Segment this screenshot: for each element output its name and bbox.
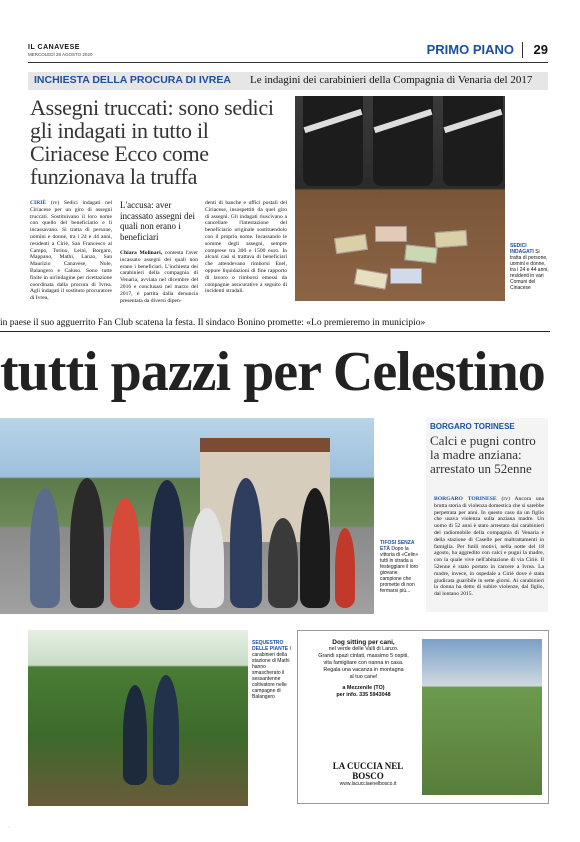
advert-phone: per info. 335 5943048 bbox=[336, 692, 391, 698]
page-number: 29 bbox=[533, 42, 548, 57]
advert-title: Dog sitting per cani, bbox=[332, 639, 395, 646]
advert-line-1: nel verde delle Valli di Lanzo. bbox=[328, 646, 399, 652]
story1-headline: Assegni truccati: sono sedici gli indagati in tutto il Ciriacese Ecco come funzionava la truffa bbox=[30, 95, 274, 189]
advert-text bbox=[306, 639, 421, 699]
newspaper-name: IL CANAVESE bbox=[28, 44, 80, 51]
story1-kicker-subtitle: Le indagini dei carabinieri della Compagnia di Venaria del 2017 bbox=[250, 74, 533, 86]
story1-photo-caption bbox=[510, 243, 550, 291]
story3-dateline: BORGARO TORINESE bbox=[434, 496, 497, 502]
story1-pull-quote: L'accusa: aver incassato assegni dei quali non erano i beneficiari bbox=[120, 200, 195, 242]
advert-line-4: Regala una vacanza in montagna bbox=[323, 667, 404, 673]
story4-caption-title: SEQUESTRO DELLE PIANTE bbox=[252, 640, 289, 652]
story1-column-2 bbox=[120, 250, 198, 304]
section-title: PRIMO PIANO bbox=[426, 42, 514, 57]
story2-photo-caption bbox=[380, 540, 420, 594]
masthead-divider bbox=[522, 42, 523, 58]
story4-caption-text: I carabinieri della stazione di Mathi hanno smascherato il sessantenne coltivatore nelle campagne di Balangero bbox=[252, 646, 291, 700]
story2-caption-title: TIFOSI SENZA ETÀ bbox=[380, 540, 415, 552]
advert-logo: LA CUCCIA NEL BOSCO bbox=[332, 761, 404, 781]
story1-col1-text: (rv) Sedici indagati nel Ciriacese per un giro di assegni truccati. Sostituivano il loro nome con quello del beneficiario e li incassavano. Si tratta di persone, uomini e donne, tra i 24 e 44 anni, residenti a Ciriè, San Francesco al Campo, Torino, Leinì, Borgaro, Mappano, Mathi, Lanzo, San Maurizio Canavese, Nole, Balangero e Caluso. Sono tutte finite in un'indagine per ricettazione coordinata dalla procura di Ivrea. Agli indagati il sostituto procuratore di Ivrea, bbox=[30, 200, 112, 302]
story2-strapline: in paese il suo agguerrito Fan Club scatena la festa. Il sindaco Bonino promette: «Lo premieremo in municipio» bbox=[0, 318, 426, 328]
page-corner-mark: · bbox=[8, 825, 10, 831]
greenhouse-seizure-photo bbox=[28, 630, 248, 806]
story4-photo-caption bbox=[252, 640, 292, 700]
advert-place: a Mezzenile (TO) bbox=[342, 685, 385, 691]
story1-col2-text: contesta l'aver incassato assegni dei quali non erano i beneficiari. L'inchiesta dei carabinieri della compagnia di Venaria, avviata nel dicembre del 2016 e conclusasi nel marzo del 2017, è partita dalla denuncia presentata da diversi dipen- bbox=[120, 250, 198, 304]
story3-box bbox=[426, 418, 548, 612]
story3-text: (rv) Ancora una brutta storia di violenza domestica che si sarebbe perpetrata per anni. In questo caso da un figlio che usava violenza sulla anziana madre. Un uomo di 52 anni è stato arrestato dai carabinieri del radiomobile della compagnia di Venaria e della stazione di Caselle per maltrattamenti in famiglia. Per futili motivi, nella notte del 18 agosto, ha aggredito con calci e pugni la madre, con la quale vive nell'abitazione di via Ciriè. Il 52enne è stato portato in carcere a Ivrea. La madre, invece, in ospedale a Ciriè dove è stata giudicata guaribile in sette giorni. Ai carabinieri la donna ha detto di subire violenze, dal figlio, dal lontano 2015. bbox=[434, 496, 544, 598]
advert-line-5: al tuo cane! bbox=[349, 674, 378, 680]
story1-kicker-bar bbox=[28, 72, 548, 90]
advert-line-2: Grandi spazi cintati, massimo 5 ospiti, bbox=[318, 653, 409, 659]
story1-dateline: CIRIÈ bbox=[30, 200, 47, 206]
story1-caption-title: SEDICI INDAGATI bbox=[510, 243, 534, 255]
dog-sitting-advert bbox=[297, 630, 549, 804]
advert-url[interactable]: www.lacucciaenelbosco.it bbox=[339, 781, 397, 787]
story3-body bbox=[434, 496, 544, 608]
story3-headline: Calci e pugni contro la madre anziana: arrestato un 52enne bbox=[430, 433, 536, 476]
story3-kicker: BORGARO TORINESE bbox=[430, 422, 515, 431]
fan-club-celebration-photo bbox=[0, 418, 374, 614]
issue-date: MERCOLEDÌ 28 AGOSTO 2020 bbox=[28, 52, 93, 57]
story1-column-3: denti di banche e uffici postali del Ciriacese, insospettiti da quel giro di assegni. Gli indagati riuscivano a cancellare l'intestazione del beneficiario originale sostituendolo con il proprio nome. Incassando le somme degli assegni, sempre comprese tra 300 e 1500 euro. In alcuni casi si trattava di beneficiari che attendevano rimborsi Enel, oppure liquidazioni di fine rapporto di lavoro o rimborsi emessi da compagnie assicurative a seguito di incidenti stradali. bbox=[205, 200, 287, 295]
carabinieri-checks-photo bbox=[295, 96, 505, 301]
story2-caption-text: Dopo la vittoria di «Celin» tutti in strada a festeggiare il loro giovane campione che promette di non fermarsi più... bbox=[380, 546, 419, 594]
story2-headline: tutti pazzi per Celestino bbox=[0, 341, 545, 403]
story1-column-1 bbox=[30, 200, 112, 300]
advert-line-3: vita famigliare con nanna in casa. bbox=[323, 660, 404, 666]
story2-rule bbox=[0, 331, 550, 332]
dogs-garden-photo bbox=[422, 639, 542, 795]
masthead bbox=[28, 44, 548, 63]
story1-col2-lead: Chiara Molinari, bbox=[120, 250, 163, 256]
story1-caption-text: Si tratta di persone, uomini e donne, tra i 24 e 44 anni, residenti in vari Comuni del Ciriacese bbox=[510, 249, 549, 291]
story1-kicker: INCHIESTA DELLA PROCURA DI IVREA bbox=[34, 74, 231, 86]
